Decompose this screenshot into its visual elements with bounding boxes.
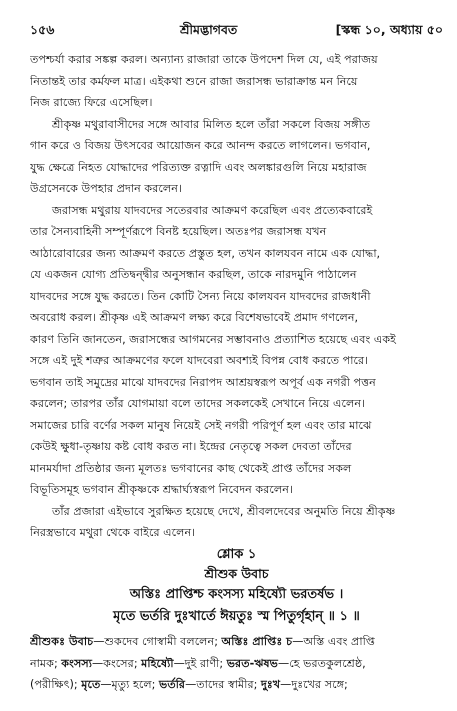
- term-meaning: —তাদের স্বামীর;: [185, 678, 261, 691]
- text-line: অবরোধ করল। শ্রীকৃষ্ণ এই আক্রমণ লক্ষ্য করে বিশেষভাবেই প্রমাদ গণলেন,: [30, 311, 359, 324]
- term-meaning: —মৃত্যু হলে;: [100, 678, 159, 691]
- text-line: মানমর্যাদা প্রতিষ্ঠার জন্য মূলতঃ ভগবানের কাছ থেকেই প্রাপ্ত তাঁদের সকল: [30, 461, 352, 475]
- term-meaning: —হে ভরতকুলশ্রেষ্ঠ,: [278, 656, 366, 670]
- text-line: যাদবদের সঙ্গে যুদ্ধ করতে। তিন কোটি সৈন্য নিয়ে কালযবন যাদবদের রাজধানী: [30, 289, 371, 303]
- page-body-text: [30, 49, 443, 544]
- page-header: [30, 22, 443, 40]
- verse-label: শ্লোক ১: [216, 547, 257, 562]
- sanskrit-term: অস্তিঃ প্রাপ্তিঃ চ: [221, 635, 293, 648]
- text-line: তার সৈন্যবাহিনী সম্পূর্ণরূপে বিনষ্ট হয়েছিল। অতঃপর জরাসন্ধ যখন: [30, 225, 327, 238]
- text-line: সমাজের চারি বর্ণের সকল মানুষ নিয়েই সেই নগরী পরিপূর্ণ হল এবং তার মাঝে: [30, 418, 372, 432]
- text-line: নিজ রাজ্যে ফিরে এসেছিল।: [30, 96, 153, 109]
- paragraph: [30, 114, 443, 200]
- term-meaning: নামক;: [30, 656, 62, 670]
- text-line: ভগবান তাই সমুদ্রের মাঝে যাদবদের নিরাপদ আশ্রয়স্বরূপ অপূর্ব এক নগরী পত্তন: [30, 375, 376, 389]
- word-meaning-line: [30, 674, 443, 696]
- term-meaning: (পরীক্ষিৎ);: [30, 678, 82, 691]
- sanskrit-term: শ্রীশুকঃ উবাচ: [30, 635, 94, 648]
- text-line: তপশ্চর্যা করার সঙ্কল্প করল। অন্যান্য রাজারা তাকে উপদেশ দিল যে, এই পরাজয়: [30, 53, 378, 66]
- verse-block: [30, 546, 443, 628]
- term-meaning: —কংসের;: [91, 656, 142, 670]
- sanskrit-term: কংসস্য: [61, 656, 92, 670]
- sanskrit-term: দুঃখ: [260, 678, 281, 691]
- text-line: কেউই ক্ষুধা-তৃষ্ণায় কষ্ট বোধ করত না। ইন্দ্রের নেতৃত্বে সকল দেবতা তাঁদের: [30, 440, 352, 453]
- verse-line: মৃতে ভর্তরি দুঃখার্তে ঈয়তুঃ স্ম পিতুর্গৃহান্ ॥ ১ ॥: [113, 609, 360, 624]
- word-meaning-line: [30, 653, 443, 675]
- sanskrit-term: ভর্তরি: [159, 678, 186, 691]
- running-title: শ্রীমদ্ভাগবত: [180, 22, 238, 37]
- sanskrit-term: ভরত-ঋষভ: [226, 656, 279, 670]
- text-line: সঙ্গে এই দুই শত্রুর আক্রমণের ফলে যাদবেরা অবশ্যই বিপন্ন বোধ করতে পারে।: [30, 354, 369, 367]
- text-line: নিরস্ত্রভাবে মথুরা থেকে বাইরে এলেন।: [30, 526, 196, 539]
- term-meaning: —শুকদেব গোস্বামী বললেন;: [93, 635, 222, 648]
- text-line: যে একজন যোগ্য প্রতিদ্বন্দ্বীর অনুসন্ধান করছিল, তাকে নারদমুনি পাঠালেন: [30, 268, 357, 281]
- term-meaning: —অস্তি এবং প্রাপ্তি: [292, 635, 375, 648]
- chapter-reference: [স্কন্ধ ১০, অধ্যায় ৫০: [335, 22, 443, 37]
- paragraph: [30, 49, 443, 114]
- sanskrit-term: মহিষ্যৌ: [141, 656, 174, 670]
- text-line: কারণ তিনি জানতেন, জরাসন্ধের আগমনের সম্ভাবনাও প্রত্যাশিত হয়েছে এবং একই: [30, 332, 397, 346]
- text-line: তাঁর প্রজারা এইভাবে সুরক্ষিত হয়েছে দেখে, শ্রীবলদেবের অনুমতি নিয়ে শ্রীকৃষ্ণ: [52, 504, 396, 518]
- verse-speaker: শ্রীশুক উবাচ: [204, 566, 269, 581]
- verse-line: অস্তিঃ প্রাপ্তিশ্চ কংসস্য মহিষ্যৌ ভরতর্ষভ ।: [129, 587, 344, 602]
- paragraph: [30, 501, 443, 544]
- page-number: ১৫৬: [30, 22, 55, 37]
- text-line: বিভূতিসমূহ ভগবান শ্রীকৃষ্ণকে শ্রদ্ধার্ঘ্যস্বরূপ নিবেদন করলেন।: [30, 483, 293, 496]
- word-meaning-line: [30, 631, 443, 653]
- text-line: করলেন; তারপর তাঁর যোগমায়া বলে তাদের সকলকেই সেখানে নিয়ে এলেন।: [30, 397, 366, 410]
- text-line: যুদ্ধ ক্ষেত্রে নিহত যোদ্ধাদের পরিত্যক্ত রত্নাদি এবং অলঙ্কারগুলি নিয়ে মহারাজ: [30, 160, 367, 174]
- sanskrit-term: মৃতে: [81, 678, 101, 691]
- text-line: আঠারোবারের জন্য আক্রমণ করতে প্রস্তুত হল, তখন কালযবন নামে এক যোদ্ধা,: [30, 246, 381, 260]
- word-meanings: [30, 631, 443, 696]
- paragraph: [30, 200, 443, 501]
- text-line: জরাসন্ধ মথুরায় যাদবদের সতেরবার আক্রমণ করেছিল এবং প্রত্যেকবারেই: [52, 203, 373, 217]
- term-meaning: —দুঃখের সঙ্গে;: [280, 678, 348, 691]
- text-line: গান করে ও বিজয় উৎসবের আয়োজন করে আনন্দ করতে লাগলেন। ভগবান,: [30, 139, 371, 152]
- text-line: শ্রীকৃষ্ণ মথুরাবাসীদের সঙ্গে আবার মিলিত হলে তাঁরা সকলে বিজয় সঙ্গীত: [52, 117, 371, 131]
- term-meaning: —দুই রাণী;: [173, 656, 227, 670]
- text-line: নিতান্তই তার কর্মফল মাত্র। এইকথা শুনে রাজা জরাসন্ধ ভারাক্রান্ত মন নিয়ে: [30, 74, 358, 88]
- text-line: উগ্রসেনকে উপহার প্রদান করলেন।: [30, 182, 182, 195]
